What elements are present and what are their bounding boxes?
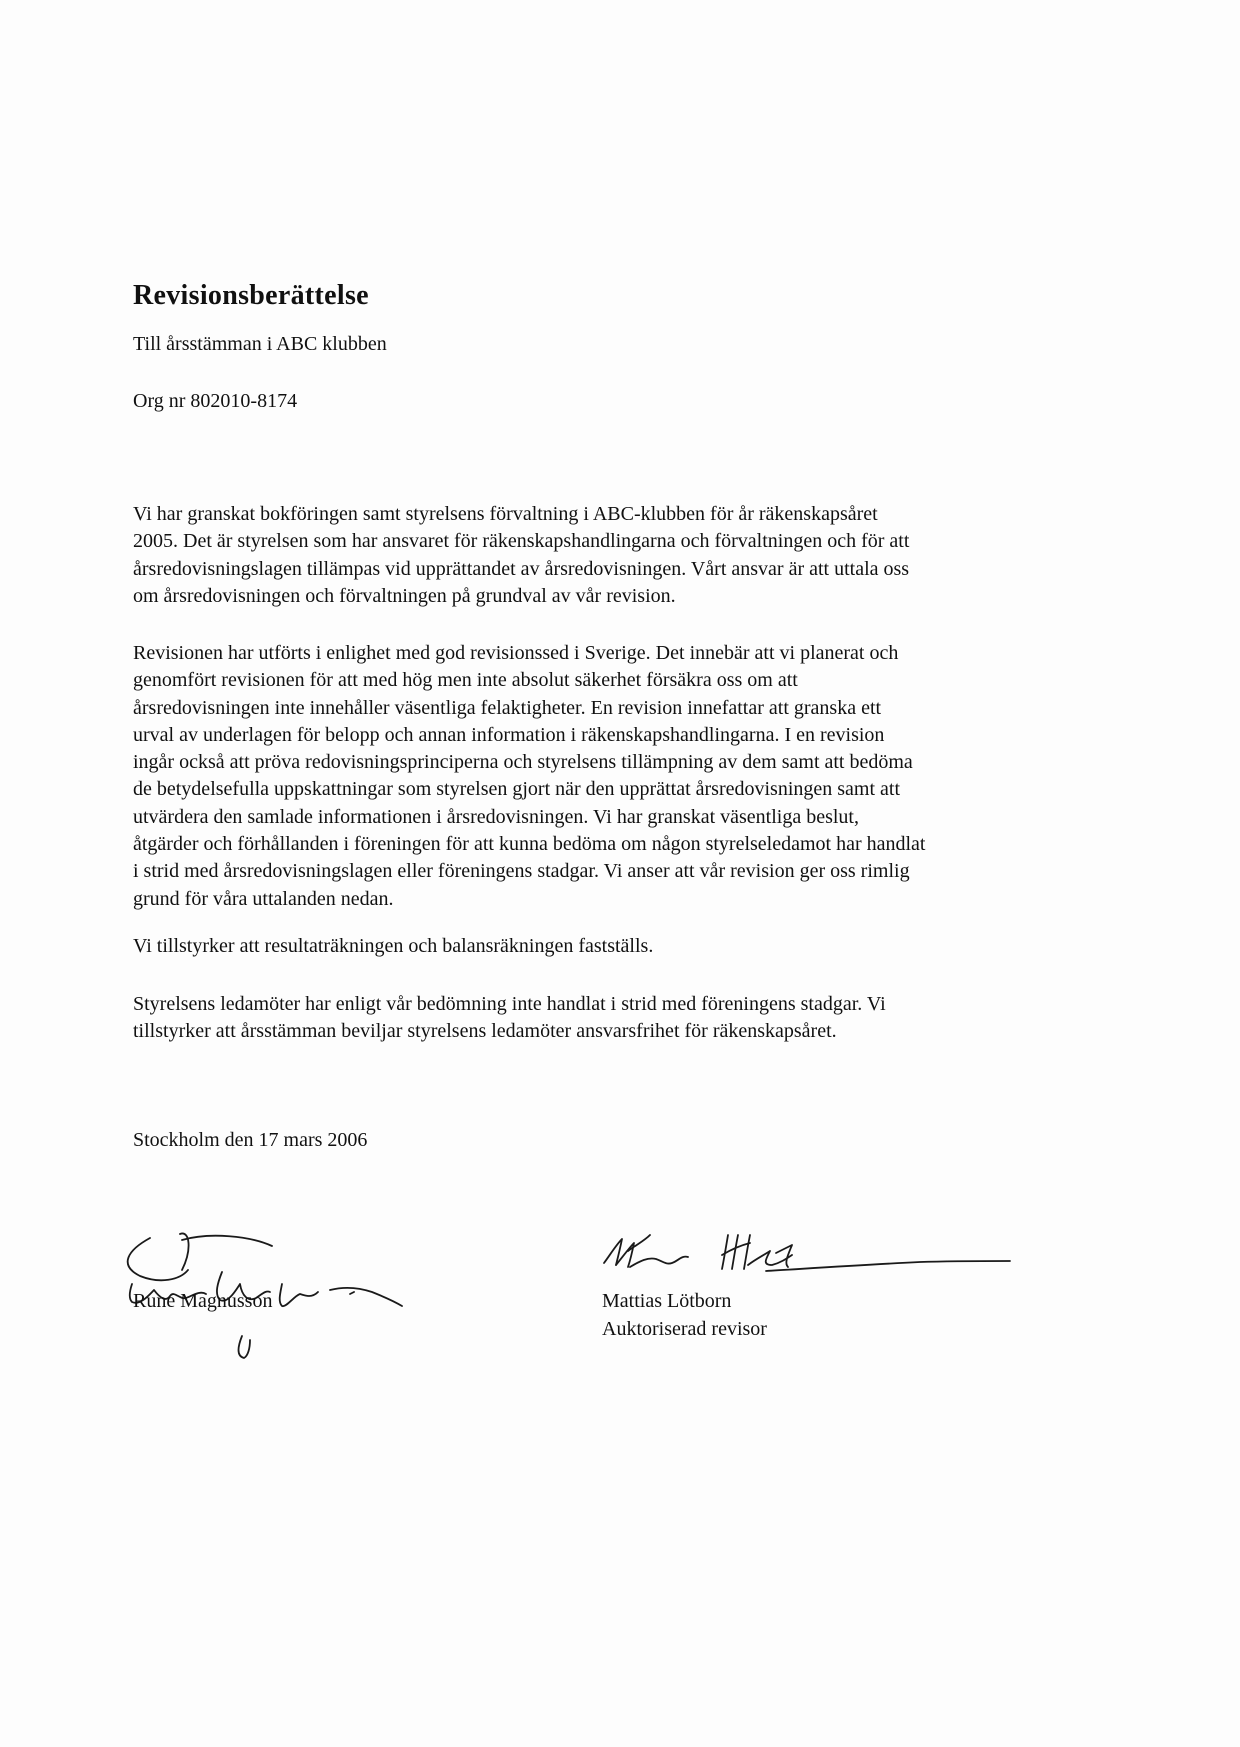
paragraph-line: genomfört revisionen för att med hög men inte absolut säkerhet försäkra oss om att [133, 669, 798, 692]
recipient-line: Till årsstämman i ABC klubben [133, 333, 387, 355]
signatory-right-title: Auktoriserad revisor [602, 1318, 767, 1340]
document-title: Revisionsberättelse [133, 280, 369, 311]
signatory-left-name: Rune Magnusson [133, 1290, 273, 1312]
paragraph-line: ingår också att pröva redovisningsprinciperna och styrelsens tillämpning av dem samt att bedöma [133, 751, 913, 774]
paragraph-discharge [133, 991, 1053, 1046]
paragraph-line: om årsredovisningen och förvaltningen på grundval av vår revision. [133, 584, 676, 607]
paragraph-line: grund för våra uttalanden nedan. [133, 887, 394, 910]
paragraph-line: 2005. Det är styrelsen som har ansvaret för räkenskapshandlingarna och förvaltningen och för att [133, 530, 910, 553]
paragraph-approval [133, 933, 1053, 960]
paragraph-audit-method [133, 640, 1053, 913]
handwritten-signature-icon [600, 1225, 1020, 1295]
paragraph-line: Vi har granskat bokföringen samt styrelsens förvaltning i ABC-klubben för år räkenskapsåret [133, 503, 878, 525]
paragraph-line: i strid med årsredovisningslagen eller föreningens stadgar. Vi anser att vår revision ger oss rimlig [133, 860, 910, 883]
signature-left-graphic [110, 1210, 440, 1360]
paragraph-line: Vi tillstyrker att resultaträkningen och balansräkningen fastställs. [133, 935, 654, 957]
paragraph-line: de betydelsefulla uppskattningar som styrelsen gjort när den upprättat årsredovisningen samt att [133, 778, 901, 801]
paragraph-line: årsredovisningslagen tillämpas vid upprättandet av årsredovisningen. Vårt ansvar är att uttala oss [133, 557, 910, 580]
signatory-right-name: Mattias Lötborn [602, 1290, 732, 1312]
signature-right-graphic [600, 1225, 1020, 1295]
paragraph-line: utvärdera den samlade informationen i årsredovisningen. Vi har granskat väsentliga beslut, [133, 805, 859, 828]
handwritten-signature-icon [110, 1210, 440, 1360]
paragraph-line: tillstyrker att årsstämman beviljar styrelsens ledamöter ansvarsfrihet för räkenskapsåret. [133, 1020, 837, 1043]
paragraph-line: Revisionen har utförts i enlighet med god revisionssed i Sverige. Det innebär att vi planerat och [133, 642, 899, 664]
place-and-date: Stockholm den 17 mars 2006 [133, 1129, 368, 1151]
paragraph-line: årsredovisningen inte innehåller väsentliga felaktigheter. En revision innefattar att granska ett [133, 696, 882, 719]
paragraph-line: urval av underlagen för belopp och annan information i räkenskapshandlingarna. I en revision [133, 723, 885, 746]
paragraph-line: Styrelsens ledamöter har enligt vår bedömning inte handlat i strid med föreningens stadgar. Vi [133, 993, 886, 1015]
paragraph-scope [133, 501, 1053, 610]
org-number: Org nr 802010-8174 [133, 390, 298, 412]
paragraph-line: åtgärder och förhållanden i föreningen för att kunna bedöma om någon styrelseledamot har handlat [133, 833, 926, 856]
